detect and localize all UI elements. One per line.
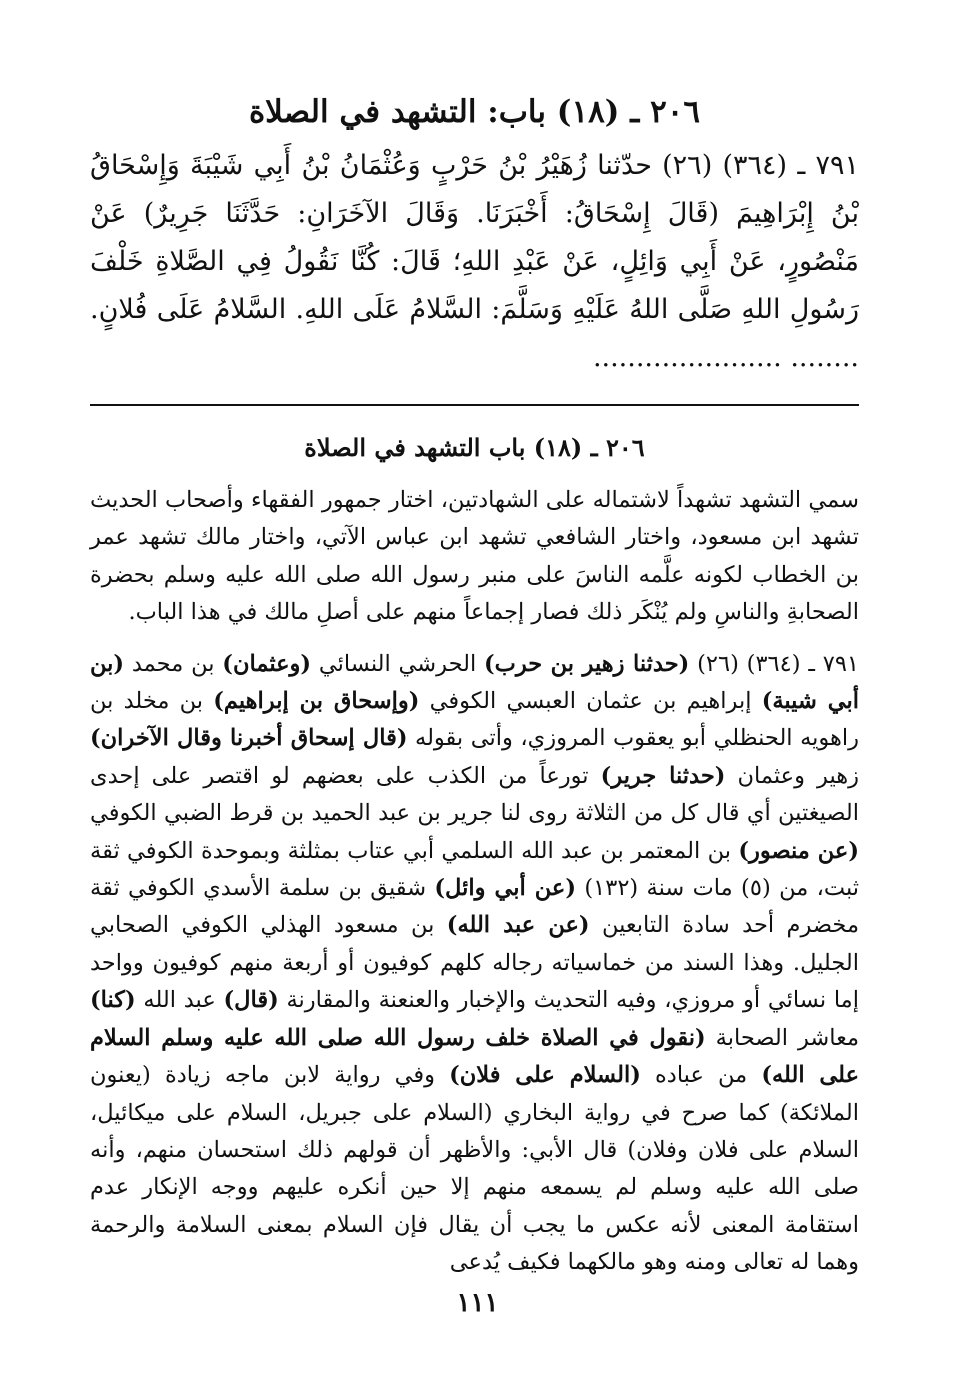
sharh-text: شقيق بن سلمة الأسدي الكوفي ثقة مخضرم أحد سادة التابعين xyxy=(90,875,859,939)
commentary-heading: ٢٠٦ ـ (١٨) باب التشهد في الصلاة xyxy=(304,433,645,462)
hadith-text: ٧٩١ ـ (٣٦٤) (٢٦) حدّثنا زُهَيْرُ بْنُ حَرْبٍ وَعُثْمَانُ بْنُ أَبِي شَيْبَةَ وَإِسْحَاقُ بْنُ إِبْرَاهِيمَ (قَالَ إِسْحَاقُ: أَخْبَرَنَا. وَقَالَ الآخَرَانِ: حَدَّثَنَا جَرِيرٌ) عَنْ مَنْصُورٍ، عَنْ أَبِي وَائِلٍ، عَنْ عَبْدِ اللهِ؛ قَالَ: كُنَّا نَقُولُ فِي الصَّلاةِ خَلْفَ رَسُولِ اللهِ صَلَّى اللهُ عَلَيْهِ وَسَلَّمَ: السَّلامُ عَلَى اللهِ. السَّلامُ عَلَى فُلانٍ. ........ ...................... xyxy=(90,150,859,373)
hadith-text-block xyxy=(90,142,859,382)
sharh-quoted-text: (عن أبي وائل) xyxy=(434,875,577,902)
sharh-quoted-text: (حدثنا زهير بن حرب) xyxy=(484,650,690,677)
sharh-text: معاشر الصحابة xyxy=(705,1024,859,1051)
commentary-sharh-paragraph xyxy=(90,646,859,1282)
sharh-quoted-text: (عن عبد الله) xyxy=(446,912,590,939)
sharh-quoted-text: (بن أبي شيبة) xyxy=(90,650,859,715)
chapter-heading: ٢٠٦ ـ (١٨) باب: التشهد في الصلاة xyxy=(248,94,701,130)
sharh-text: بن مخلد بن راهويه الحنظلي أبو يعقوب المروزي، وأتى بقوله xyxy=(90,688,860,752)
sharh-text: بن المعتمر بن عبد الله السلمي أبي عتاب بمثلثة وبموحدة الكوفي ثقة ثبت، من (٥) مات سنة (١٣٢) xyxy=(90,837,860,902)
sharh-text: بن مسعود الهذلي الكوفي الصحابي الجليل. وهذا السند من خماسياته رجاله كلهم كوفيون أو أربعة منهم كوفيون وواحد إما نسائي أو مروزي، وفيه التحديث والإخبار والعنعنة والمقارنة xyxy=(90,912,859,1014)
sharh-text: ٧٩١ ـ (٣٦٤) (٢٦) xyxy=(689,650,859,677)
sharh-text: من عباده xyxy=(640,1062,762,1089)
commentary-intro-paragraph: سمي التشهد تشهداً لاشتماله على الشهادتين، اختار جمهور الفقهاء وأصحاب الحديث تشهد ابن مسعود، واختار الشافعي تشهد ابن عباس الآتي، واختار مالك تشهد عمر بن الخطاب لكونه علَّمه الناسَ على منبر رسول الله صلى الله عليه وسلم بحضرة الصحابةِ والناسِ ولم يُنْكَر ذلك فصار إجماعاً منهم على أصلِ مالك في هذا الباب. xyxy=(90,487,859,626)
sharh-text: وفي رواية لابن ماجه زيادة (يعنون الملائكة) كما صرح في رواية البخاري (السلام على جبريل، السلام على ميكائيل، السلام على فلان وفلان) قال الأبي: والأظهر أن قولهم ذلك استحسان منهم، وأنه صلى الله عليه وسلم لم يسمعه منهم إلا حين أنكره عليهم ووجه الإنكار عدم استقامة المعنى لأنه عكس ما يجب أن يقال فإن السلام بمعنى السلامة والرحمة وهما له تعالى ومنه وهو مالكهما فكيف يُدعى xyxy=(90,1062,859,1276)
sharh-quoted-text: (عن منصور) xyxy=(738,837,859,864)
sharh-quoted-text: (قال) xyxy=(223,987,279,1014)
sharh-quoted-text: (كنا) xyxy=(90,987,136,1014)
sharh-quoted-text: (قال إسحاق أخبرنا وقال الآخران) xyxy=(90,725,408,752)
sharh-text: تورعاً من الكذب على بعضهم لو اقتصر على إحدى الصيغتين أي قال كل من الثلاثة روى لنا جرير بن عبد الحميد بن قرط الضبي الكوفي xyxy=(90,762,859,827)
sharh-text: عبد الله xyxy=(135,987,224,1014)
sharh-text: بن محمد xyxy=(124,650,223,677)
page-number: ١١١ xyxy=(456,1288,499,1318)
sharh-quoted-text: (السلام على فلان) xyxy=(449,1062,641,1089)
sharh-text: إبراهيم بن عثمان العبسي الكوفي xyxy=(419,688,762,715)
commentary-block xyxy=(90,482,859,1282)
sharh-text: زهير وعثمان xyxy=(725,762,859,789)
sharh-text: الحرشي النسائي xyxy=(311,650,485,677)
sharh-quoted-text: (حدثنا جرير) xyxy=(600,762,726,789)
section-divider xyxy=(90,404,859,406)
sharh-quoted-text: (وعثمان) xyxy=(222,650,312,677)
sharh-quoted-text: (وإسحاق بن إبراهيم) xyxy=(213,688,420,715)
sharh-quoted-text: (نقول في الصلاة خلف رسول الله صلى الله عليه وسلم السلام على الله) xyxy=(90,1024,860,1089)
